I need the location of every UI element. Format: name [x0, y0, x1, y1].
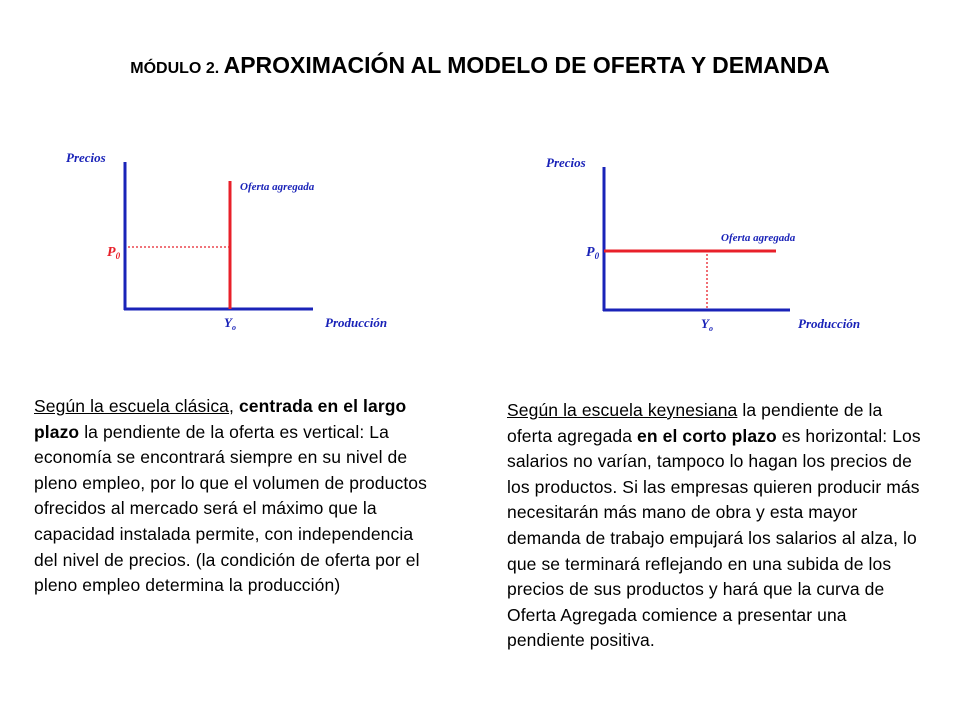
keynesian-y0-label	[701, 316, 713, 333]
keynesian-curve-label: Oferta agregada	[721, 232, 796, 244]
keynesian-paragraph-text-2: es horizontal: Los salarios no varían, tampoco lo hagan los precios de los productos. Si las empresas quieren producir más necesitarán más mano de obra y esta mayor demanda de trabajo empujará los salarios al alza, lo que se terminará reflejando en una subida de los precios de sus productos y hará que la curva de Oferta Agregada comience a presentar una pendiente positiva.	[507, 425, 921, 651]
classical-paragraph-bold: centrada en el largo plazo	[34, 396, 407, 442]
keynesian-p0-subscript: 0	[594, 251, 600, 261]
classical-paragraph-text-1: ,	[229, 396, 239, 416]
keynesian-paragraph-underlined: Según la escuela keynesiana	[507, 400, 738, 420]
keynesian-paragraph-bold: en el corto plazo	[637, 425, 777, 446]
classical-y-axis-label: Precios	[66, 150, 106, 165]
title-prefix: MÓDULO 2.	[130, 60, 220, 77]
classical-y0-letter: Y	[224, 315, 232, 330]
classical-curve-label: Oferta agregada	[240, 181, 315, 193]
classical-paragraph	[34, 394, 438, 599]
keynesian-p0-label	[586, 245, 600, 261]
classical-paragraph-text-2: la pendiente de la oferta es vertical: La economía se encontrará siempre en su nivel de pleno empleo, por lo que el volumen de productos ofrecidos al mercado será el máximo que la capacidad instalada permite, con independencia del nivel de precios. (la condición de oferta por el pleno empleo determina la producción)	[34, 421, 427, 596]
keynesian-x-axis-label: Producción	[798, 316, 861, 331]
classical-y0-subscript: o	[231, 323, 236, 332]
classical-y0-label	[224, 315, 236, 332]
classical-p0-label	[107, 245, 121, 261]
keynesian-p0-letter: P	[586, 245, 595, 260]
classical-p0-letter: P	[107, 245, 116, 260]
keynesian-y-axis-label: Precios	[546, 155, 586, 170]
keynesian-y0-letter: Y	[701, 316, 709, 331]
classical-diagram	[66, 150, 387, 332]
keynesian-y0-subscript: o	[708, 324, 713, 333]
classical-x-axis-label: Producción	[325, 315, 388, 330]
keynesian-paragraph-text-1: la pendiente de la oferta agregada	[507, 400, 883, 446]
keynesian-paragraph	[507, 398, 927, 654]
keynesian-diagram	[546, 155, 860, 333]
classical-p0-subscript: 0	[115, 251, 121, 261]
title-main: APROXIMACIÓN AL MODELO DE OFERTA Y DEMANDA	[223, 52, 830, 78]
classical-paragraph-underlined: Según la escuela clásica	[34, 396, 230, 416]
